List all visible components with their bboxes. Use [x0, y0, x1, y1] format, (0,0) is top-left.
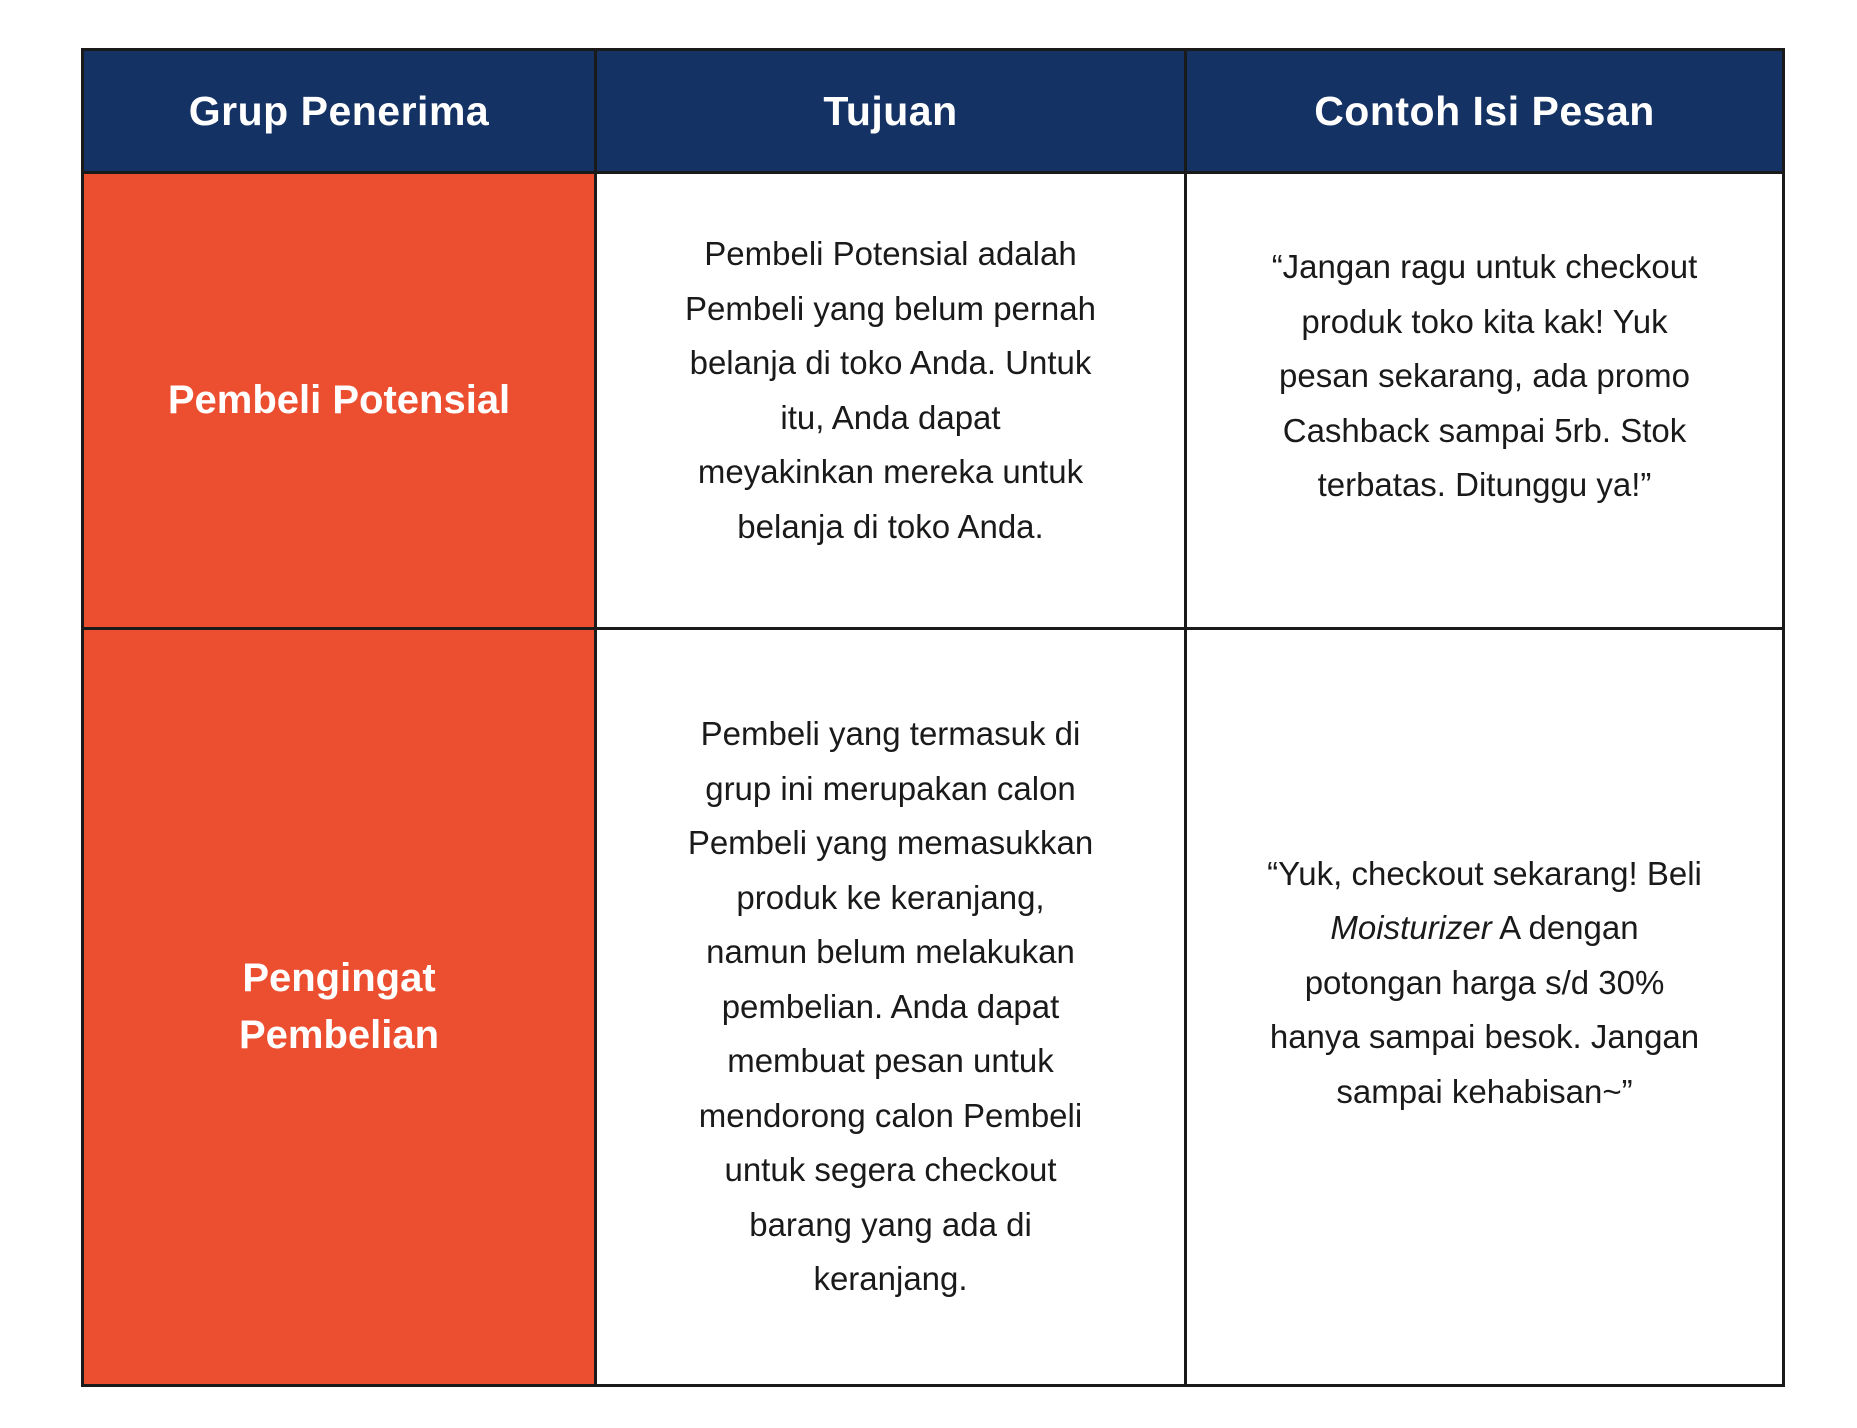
header-example [1184, 51, 1782, 171]
row-2-example [1184, 627, 1782, 1384]
row-2-purpose-line: keranjang. [813, 1260, 968, 1298]
row-2-group-line: Pengingat [242, 956, 436, 1000]
row-1-example-line: terbatas. Ditunggu ya!” [1317, 466, 1652, 504]
row-2-purpose-line: Pembeli yang termasuk di [700, 715, 1081, 753]
row-2-purpose-line: mendorong calon Pembeli [698, 1096, 1083, 1134]
header-group-label: Grup Penerima [188, 87, 490, 134]
row-2-example-line: potongan harga s/d 30% [1304, 963, 1665, 1001]
header-example-label: Contoh Isi Pesan [1314, 87, 1655, 134]
row-2-example-line: hanya sampai besok. Jangan [1269, 1018, 1700, 1056]
row-1-purpose-line: belanja di toko Anda. [737, 507, 1044, 545]
row-2-example-line [1330, 901, 1638, 956]
row-1-purpose-line: itu, Anda dapat [780, 398, 1001, 436]
message-table [81, 48, 1785, 1387]
header-purpose-label: Tujuan [823, 87, 958, 134]
row-1-example-line: Cashback sampai 5rb. Stok [1282, 411, 1687, 449]
product-name-italic: Moisturizer [1330, 909, 1492, 947]
row-2-purpose-line: produk ke keranjang, [736, 878, 1045, 916]
row-2-purpose [594, 627, 1184, 1384]
row-2-purpose-line: pembelian. Anda dapat [721, 987, 1060, 1025]
row-1-example-line: “Jangan ragu untuk checkout [1271, 248, 1698, 286]
row-1-example-line: pesan sekarang, ada promo [1279, 357, 1690, 395]
header-purpose [594, 51, 1184, 171]
row-2-purpose-line: Pembeli yang memasukkan [687, 824, 1094, 862]
row-2-group-line: Pembelian [238, 1013, 440, 1057]
row-2-purpose-line: grup ini merupakan calon [705, 769, 1076, 807]
row-1-group [84, 171, 594, 627]
header-group [84, 51, 594, 171]
row-2-group [84, 627, 594, 1384]
row-2-purpose-line: membuat pesan untuk [727, 1042, 1054, 1080]
row-2-purpose-line: barang yang ada di [749, 1205, 1032, 1243]
row-1-purpose-line: belanja di toko Anda. Untuk [689, 344, 1092, 381]
row-1-purpose-line: Pembeli Potensial adalah [704, 235, 1077, 272]
row-2-purpose-line: namun belum melakukan [706, 933, 1075, 971]
row-2-purpose-line: untuk segera checkout [724, 1151, 1057, 1189]
row-1-purpose-line: meyakinkan mereka untuk [697, 453, 1084, 490]
row-1-purpose [594, 171, 1184, 627]
row-2-example-line-rest: A dengan [1491, 909, 1639, 947]
row-1-example-line: produk toko kita kak! Yuk [1301, 302, 1668, 340]
row-2-example-line: “Yuk, checkout sekarang! Beli [1267, 854, 1702, 892]
row-2-example-line: sampai kehabisan~” [1336, 1072, 1633, 1110]
row-1-group-line: Pembeli Potensial [167, 378, 511, 422]
row-1-purpose-line: Pembeli yang belum pernah [685, 289, 1096, 327]
row-1-example [1184, 171, 1782, 627]
